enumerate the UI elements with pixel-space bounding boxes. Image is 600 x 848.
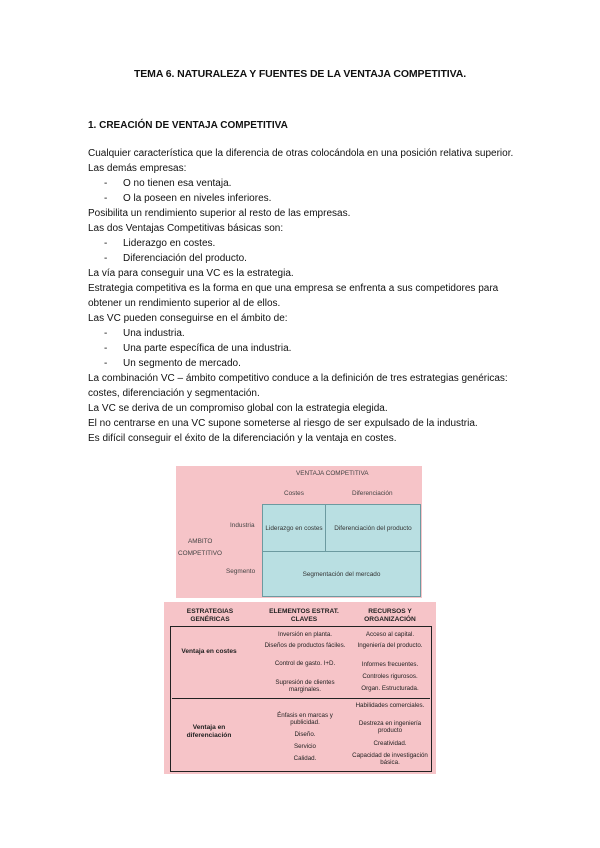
- paragraph: Las VC pueden conseguirse en el ámbito de:: [88, 313, 288, 324]
- paragraph: Es difícil conseguir el éxito de la diferenciación y la ventaja en costes.: [88, 433, 397, 444]
- list-item: - O la poseen en niveles inferiores.: [104, 193, 272, 204]
- matrix-col-diferenciacion: Diferenciación: [352, 490, 393, 497]
- paragraph: Cualquier característica que la diferencia de otras colocándola en una posición relativa superior.: [88, 148, 514, 159]
- res-dif-1: Habilidades comerciales.: [355, 702, 425, 709]
- body-text: [88, 146, 518, 446]
- list-item: - Liderazgo en costes.: [104, 238, 216, 249]
- res-costes-1: Acceso al capital.: [365, 631, 415, 638]
- list-item: - Diferenciación del producto.: [104, 253, 247, 264]
- header-elementos: ELEMENTOS ESTRAT. CLAVES: [269, 608, 339, 623]
- matrix-col-costes: Costes: [284, 490, 304, 497]
- elem-dif-3: Servicio: [293, 743, 316, 750]
- paragraph: Las demás empresas:: [88, 163, 187, 174]
- elem-costes-2: Diseños de productos fáciles.: [264, 642, 346, 649]
- paragraph: La vía para conseguir una VC es la estrategia.: [88, 268, 294, 279]
- paragraph: La VC se deriva de un compromiso global con la estrategia elegida.: [88, 403, 388, 414]
- ambito-label-1: AMBITO: [188, 538, 213, 545]
- elem-dif-4: Calidad.: [293, 755, 317, 762]
- list-item: - Una industria.: [104, 328, 185, 339]
- page-title: TEMA 6. NATURALEZA Y FUENTES DE LA VENTAJA COMPETITIVA.: [133, 68, 467, 80]
- paragraph: Las dos Ventajas Competitivas básicas son:: [88, 223, 284, 234]
- row-label-diferenciacion: Ventaja en diferenciación: [186, 724, 232, 739]
- cell-liderazgo-costes: Liderazgo en costes: [262, 504, 326, 552]
- elem-dif-1: Énfasis en marcas y publicidad.: [277, 712, 333, 726]
- paragraph: Estrategia competitiva es la forma en que una empresa se enfrenta a sus competidores para obtener un rendimiento superior al de ellos.: [88, 283, 499, 309]
- matrix-row-segmento: Segmento: [226, 568, 256, 575]
- matrix-top-label: VENTAJA COMPETITIVA: [296, 470, 369, 477]
- elem-costes-1: Inversión en planta.: [277, 631, 332, 638]
- row-label-costes: Ventaja en costes: [181, 648, 237, 655]
- res-dif-4: Capacidad de investigación básica.: [352, 752, 428, 766]
- elem-costes-4: Supresión de clientes marginales.: [275, 679, 335, 693]
- res-costes-5: Organ. Estructurada.: [361, 685, 419, 692]
- row-divider: [172, 698, 430, 699]
- elem-costes-3: Control de gasto. I+D.: [274, 660, 336, 667]
- competitive-advantage-matrix: [176, 466, 422, 598]
- cell-segmentacion-mercado: Segmentación del mercado: [262, 551, 421, 597]
- res-costes-4: Controles rigurosos.: [362, 673, 418, 680]
- res-dif-3: Creatividad.: [373, 740, 407, 747]
- list-item: - Un segmento de mercado.: [104, 358, 241, 369]
- res-costes-2: Ingeniería del producto.: [357, 642, 423, 649]
- generic-strategies-table: [164, 602, 436, 774]
- ambito-label-2: COMPETITIVO: [178, 550, 223, 557]
- res-costes-3: Informes frecuentes.: [361, 661, 419, 668]
- list-item: - O no tienen esa ventaja.: [104, 178, 232, 189]
- elem-dif-2: Diseño.: [294, 731, 316, 738]
- paragraph: Posibilita un rendimiento superior al resto de las empresas.: [88, 208, 351, 219]
- matrix-row-industria: Industria: [230, 522, 255, 529]
- cell-diferenciacion-producto: Diferenciación del producto: [325, 504, 421, 552]
- section-heading: 1. CREACIÓN DE VENTAJA COMPETITIVA: [88, 120, 288, 131]
- paragraph: El no centrarse en una VC supone someterse al riesgo de ser expulsado de la industria.: [88, 418, 478, 429]
- header-estrategias: ESTRATEGIAS GENÉRICAS: [186, 608, 234, 623]
- res-dif-2: Destreza en ingeniería producto: [358, 720, 422, 734]
- list-item: - Una parte específica de una industria.: [104, 343, 292, 354]
- header-recursos: RECURSOS Y ORGANIZACIÓN: [364, 608, 416, 623]
- paragraph: La combinación VC – ámbito competitivo conduce a la definición de tres estrategias genéricas: costes, diferenciación y segmentación.: [88, 373, 508, 399]
